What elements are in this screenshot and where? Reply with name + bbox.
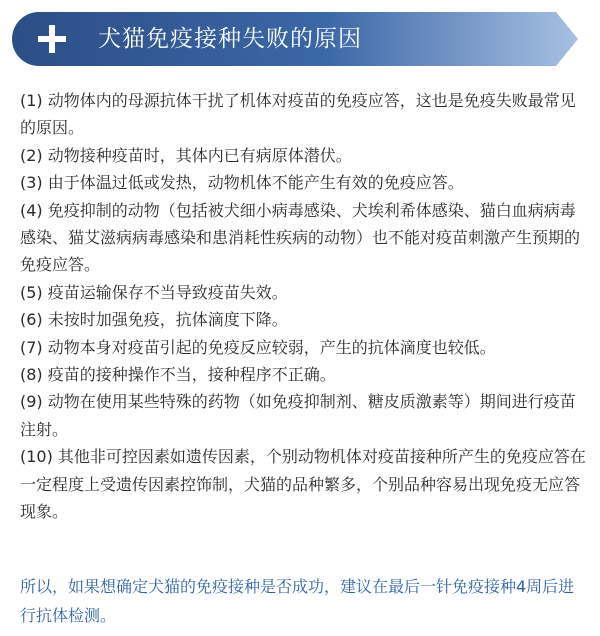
reason-item-5: (5) 疫苗运输保存不当导致疫苗失效。 (20, 282, 288, 302)
section-header (12, 12, 578, 66)
reason-item-8: (8) 疫苗的接种操作不当，接种程序不正确。 (20, 365, 336, 385)
reason-item-4: (4) 免疫抑制的动物（包括被犬细小病毒感染、犬埃利希体感染、猫白血病病毒感染、猫艾滋病病毒感染和患消耗性疾病的动物）也不能对疫苗刺激产生预期的免疫应答。 (20, 200, 581, 275)
reason-item-6: (6) 未按时加强免疫，抗体滴度下降。 (20, 310, 288, 330)
reasons-list (20, 87, 590, 526)
reason-item-2: (2) 动物接种疫苗时，其体内已有病原体潜伏。 (20, 145, 352, 165)
reason-item-7: (7) 动物本身对疫苗引起的免疫反应较弱，产生的抗体滴度也较低。 (20, 337, 496, 357)
reason-item-1: (1) 动物体内的母源抗体干扰了机体对疫苗的免疫应答，这也是免疫失败最常见的原因。 (20, 91, 576, 138)
plus-icon (34, 21, 70, 57)
page-title: 犬猫免疫接种失败的原因 (98, 26, 362, 52)
conclusion-text: 所以，如果想确定犬猫的免疫接种是否成功，建议在最后一针免疫接种4周后进行抗体检测。 (20, 577, 575, 625)
reason-item-10: (10) 其他非可控因素如遗传因素，个别动物机体对疫苗接种所产生的免疫应答在一定程度上受遗传因素控饰制，犬猫的品种繁多，个别品种容易出现免疫无应答现象。 (20, 447, 586, 522)
reason-item-3: (3) 由于体温过低或发热，动物机体不能产生有效的免疫应答。 (20, 173, 464, 193)
reason-item-9: (9) 动物在使用某些特殊的药物（如免疫抑制剂、糖皮质激素等）期间进行疫苗注射。 (20, 392, 576, 439)
